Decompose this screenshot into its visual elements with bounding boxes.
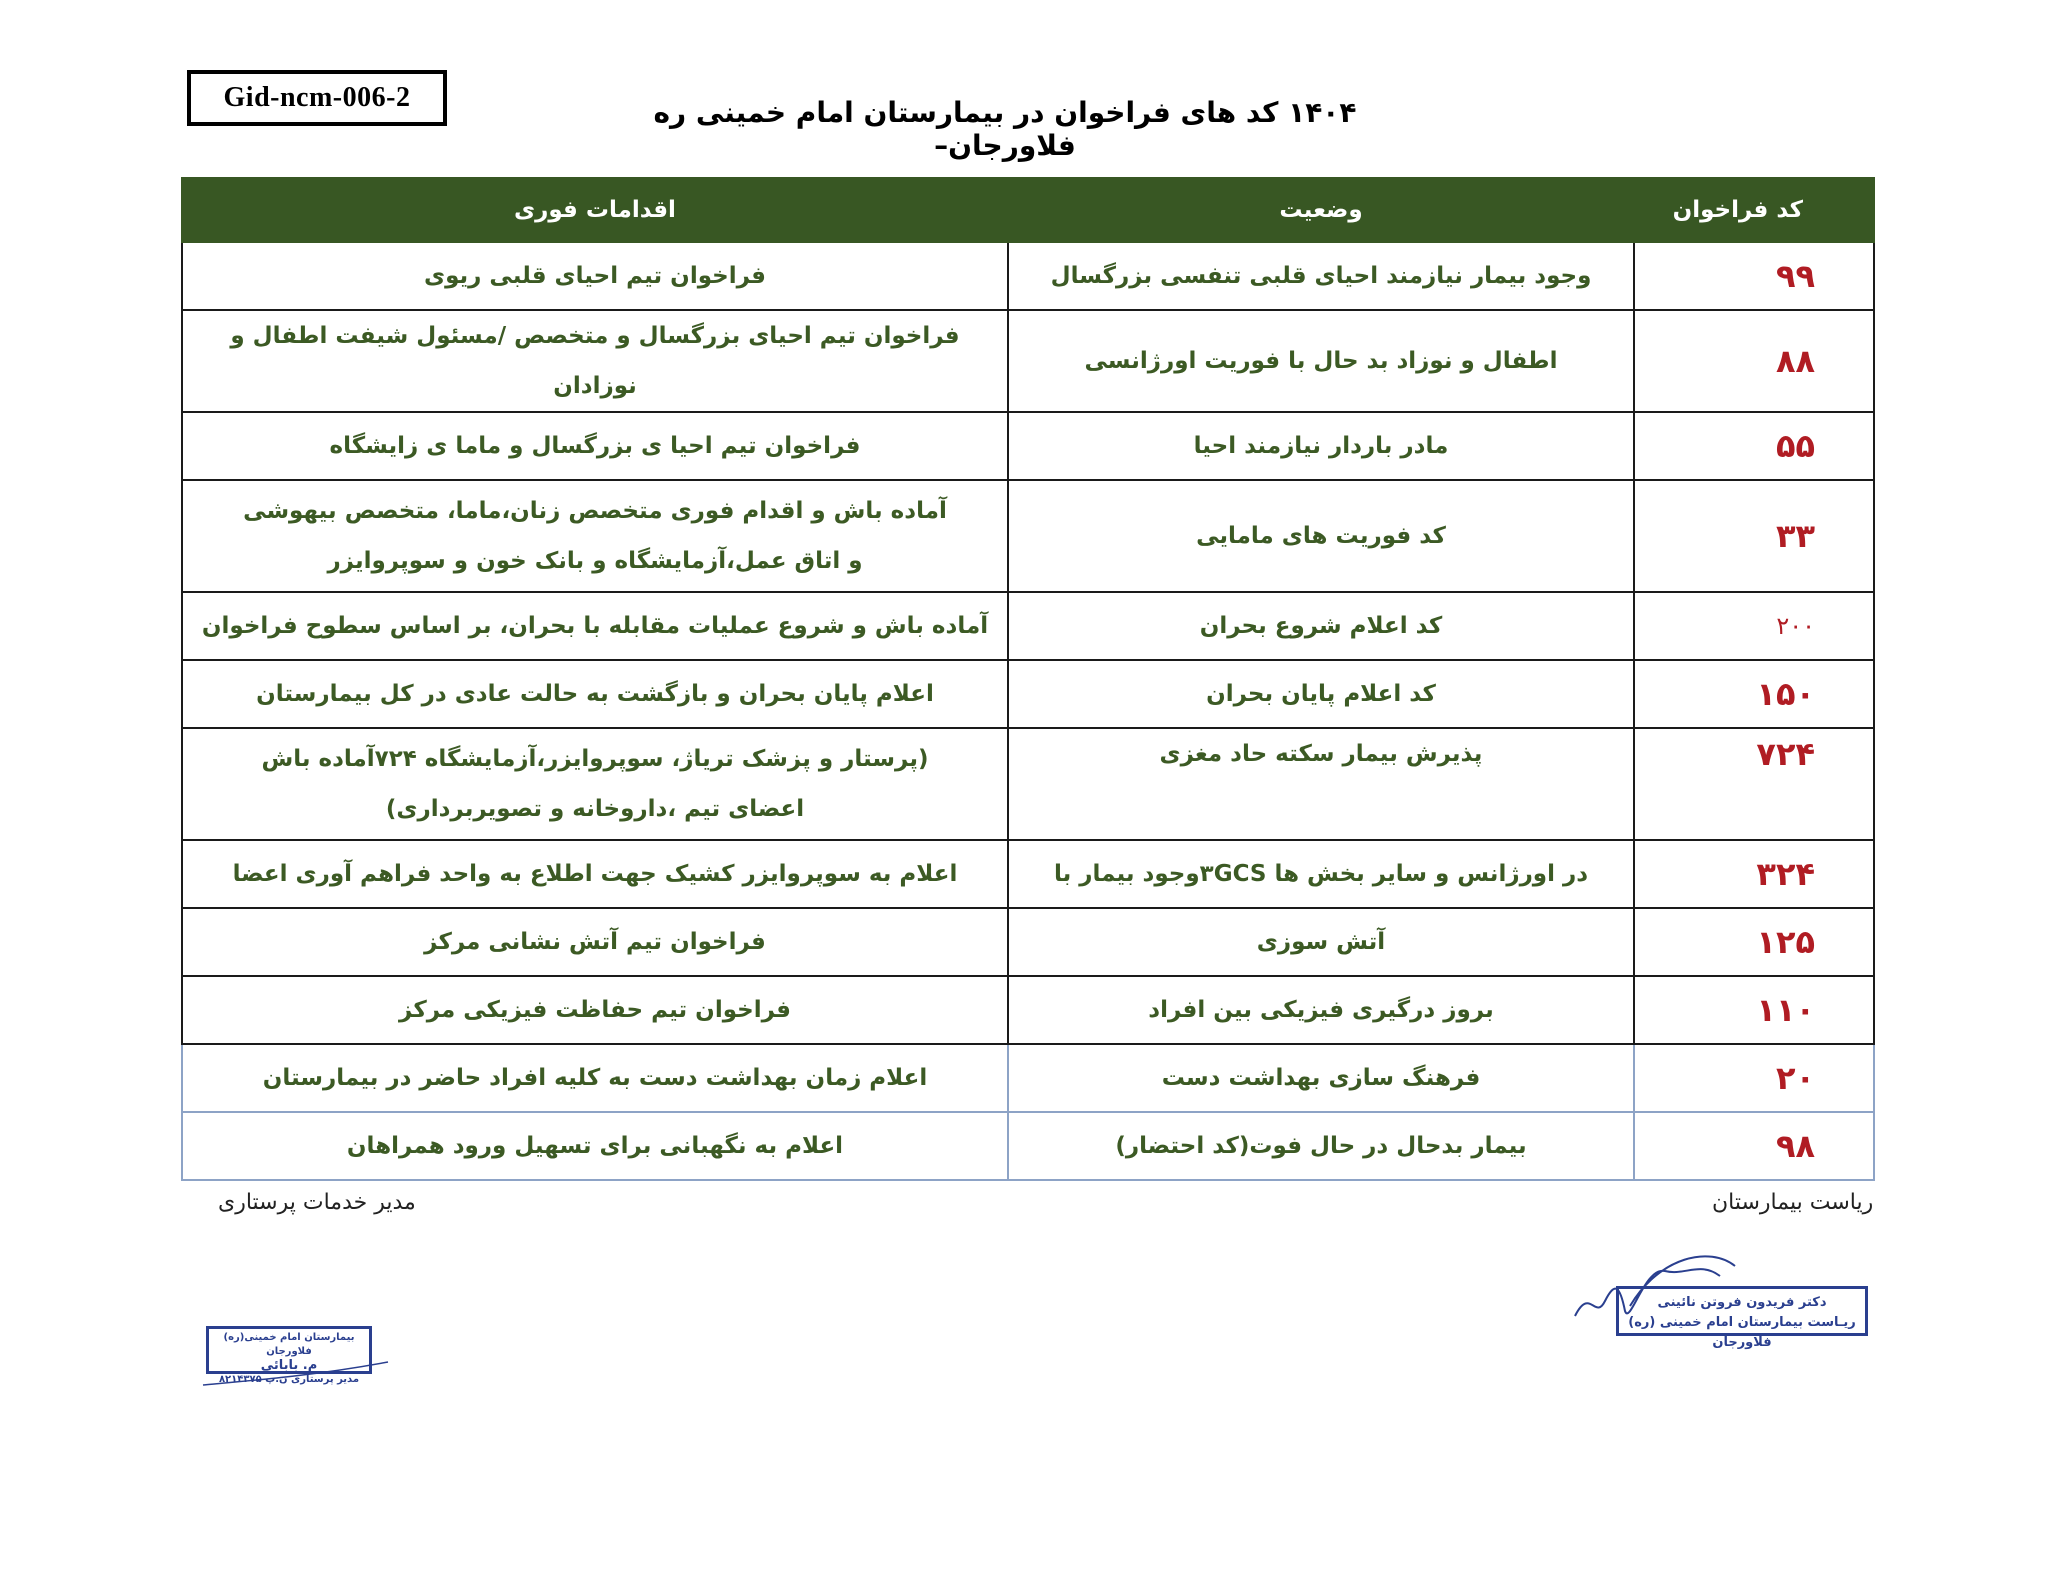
call-action: فراخوان تیم احیا ی بزرگسال و ماما ی زایشگاه (182, 412, 1008, 480)
nursing-manager-label: مدیر خدمات پرستاری (218, 1190, 416, 1215)
call-status: کد اعلام پایان بحران (1008, 660, 1634, 728)
call-action: اعلام به سوپروایزر کشیک جهت اطلاع به واحد فراهم آوری اعضا (182, 840, 1008, 908)
header-code: کد فراخوان (1634, 178, 1874, 242)
table-row (182, 1112, 1874, 1180)
call-action: اعلام پایان بحران و بازگشت به حالت عادی در کل بیمارستان (182, 660, 1008, 728)
table-row (182, 310, 1874, 412)
hospital-head-stamp (1616, 1286, 1868, 1350)
call-action: (پرستار و پزشک تریاژ، سوپروایزر،آزمایشگاه ۷۲۴آماده باش اعضای تیم ،داروخانه و تصویربرداری) (182, 728, 1008, 840)
call-code: ۳۲۴ (1634, 840, 1874, 908)
table-row (182, 412, 1874, 480)
header-action: اقدامات فوری (182, 178, 1008, 242)
call-action: فراخوان تیم احیای قلبی ریوی (182, 242, 1008, 310)
document-code-box: Gid-ncm-006-2 (187, 70, 447, 126)
call-status: مادر باردار نیازمند احیا (1008, 412, 1634, 480)
call-status: فرهنگ سازی بهداشت دست (1008, 1044, 1634, 1112)
stamp-name: م. بابائی (260, 1358, 318, 1373)
call-status: بیمار بدحال در حال فوت(کد احتضار) (1008, 1112, 1634, 1180)
call-code: ۱۵۰ (1634, 660, 1874, 728)
call-action: فراخوان تیم احیای بزرگسال و متخصص /مسئول شیفت اطفال و نوزادان (182, 310, 1008, 412)
call-code: ۵۵ (1634, 412, 1874, 480)
call-code: ۹۹ (1634, 242, 1874, 310)
call-code: ۳۳ (1634, 480, 1874, 592)
call-status: آتش سوزی (1008, 908, 1634, 976)
nursing-manager-signature (198, 1350, 398, 1390)
call-code: ۹۸ (1634, 1112, 1874, 1180)
stamp-name: دکتر فریدون فروتن نائینی (1657, 1295, 1827, 1310)
call-action: فراخوان تیم حفاظت فیزیکی مرکز (182, 976, 1008, 1044)
document-title: ۱۴۰۴ کد های فراخوان در بیمارستان امام خمینی ره فلاورجان– (653, 96, 1357, 162)
table-row (182, 908, 1874, 976)
stamp-title: مدیر پرستاری ن.پ ۸۲۱۴۳۷۵ (218, 1374, 360, 1385)
call-code: ۷۲۴ (1634, 728, 1874, 840)
call-action: آماده باش و شروع عملیات مقابله با بحران، بر اساس سطوح فراخوان (182, 592, 1008, 660)
call-action: اعلام زمان بهداشت دست به کلیه افراد حاضر در بیمارستان (182, 1044, 1008, 1112)
table-row (182, 660, 1874, 728)
call-status: در اورژانس و سایر بخش ها ۳GCSوجود بیمار با (1008, 840, 1634, 908)
table-row (182, 728, 1874, 840)
stamp-title: ریـاست بیمارستان امام خمینی (ره) فلاورجان (1628, 1315, 1856, 1350)
call-codes-table (181, 177, 1875, 1181)
header-status: وضعیت (1008, 178, 1634, 242)
table-row (182, 840, 1874, 908)
call-code: ۱۲۵ (1634, 908, 1874, 976)
call-code: ۲۰۰ (1634, 592, 1874, 660)
call-status: کد فوریت های مامایی (1008, 480, 1634, 592)
table-header-row (182, 178, 1874, 242)
table-row (182, 592, 1874, 660)
call-code: ۸۸ (1634, 310, 1874, 412)
table-row (182, 1044, 1874, 1112)
hospital-head-label: ریاست بیمارستان (1712, 1190, 1874, 1215)
call-action: آماده باش و اقدام فوری متخصص زنان،ماما، متخصص بیهوشی و اتاق عمل،آزمایشگاه و بانک خون و سوپروایزر (182, 480, 1008, 592)
call-status: بروز درگیری فیزیکی بین افراد (1008, 976, 1634, 1044)
call-code: ۱۱۰ (1634, 976, 1874, 1044)
stamp-hospital: بیمارستان امام خمینی(ره) فلاورجان (223, 1332, 355, 1357)
table-row (182, 242, 1874, 310)
table-row (182, 976, 1874, 1044)
call-action: فراخوان تیم آتش نشانی مرکز (182, 908, 1008, 976)
call-status: وجود بیمار نیازمند احیای قلبی تنفسی بزرگسال (1008, 242, 1634, 310)
call-code: ۲۰ (1634, 1044, 1874, 1112)
call-status: کد اعلام شروع بحران (1008, 592, 1634, 660)
table-row (182, 480, 1874, 592)
call-status: اطفال و نوزاد بد حال با فوریت اورژانسی (1008, 310, 1634, 412)
call-action: اعلام به نگهبانی برای تسهیل ورود همراهان (182, 1112, 1008, 1180)
call-status: پذیرش بیمار سکته حاد مغزی (1008, 728, 1634, 840)
